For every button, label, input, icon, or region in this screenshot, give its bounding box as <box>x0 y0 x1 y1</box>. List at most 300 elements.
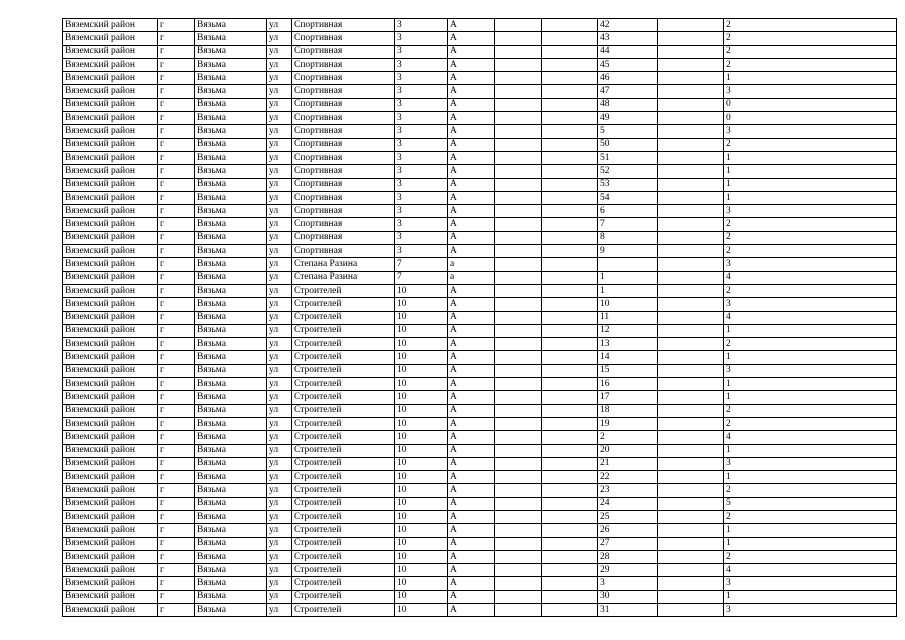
cell-structure <box>542 205 598 218</box>
cell-street: Спортивная <box>292 32 395 45</box>
cell-letter <box>495 151 542 164</box>
cell-count: 3 <box>724 577 897 590</box>
cell-city: Вязьма <box>195 577 267 590</box>
cell-street: Строителей <box>292 391 395 404</box>
cell-district: Вяземский район <box>63 218 158 231</box>
cell-street-type: ул <box>267 245 292 258</box>
cell-extra <box>658 457 724 470</box>
cell-extra <box>658 444 724 457</box>
cell-building: А <box>448 404 495 417</box>
table-row <box>63 125 897 138</box>
cell-extra <box>658 284 724 297</box>
cell-street-type: ул <box>267 19 292 32</box>
cell-district: Вяземский район <box>63 417 158 430</box>
cell-house: 3 <box>395 32 448 45</box>
cell-settlement-type: г <box>158 444 195 457</box>
cell-extra <box>658 138 724 151</box>
cell-house: 3 <box>395 231 448 244</box>
cell-structure <box>542 324 598 337</box>
cell-city: Вязьма <box>195 391 267 404</box>
cell-settlement-type: г <box>158 45 195 58</box>
cell-extra <box>658 590 724 603</box>
cell-building: А <box>448 298 495 311</box>
cell-letter <box>495 537 542 550</box>
cell-city: Вязьма <box>195 510 267 523</box>
cell-letter <box>495 19 542 32</box>
cell-apartment: 6 <box>598 205 658 218</box>
cell-street: Строителей <box>292 338 395 351</box>
table-row <box>63 245 897 258</box>
cell-structure <box>542 151 598 164</box>
cell-structure <box>542 590 598 603</box>
cell-district: Вяземский район <box>63 191 158 204</box>
cell-letter <box>495 58 542 71</box>
cell-house: 3 <box>395 178 448 191</box>
cell-settlement-type: г <box>158 351 195 364</box>
cell-city: Вязьма <box>195 484 267 497</box>
cell-settlement-type: г <box>158 457 195 470</box>
cell-extra <box>658 151 724 164</box>
table-row <box>63 524 897 537</box>
cell-house: 10 <box>395 364 448 377</box>
cell-city: Вязьма <box>195 417 267 430</box>
cell-city: Вязьма <box>195 72 267 85</box>
cell-street-type: ул <box>267 284 292 297</box>
cell-district: Вяземский район <box>63 284 158 297</box>
table-body <box>63 19 897 617</box>
cell-street: Степана Разина <box>292 258 395 271</box>
cell-letter <box>495 218 542 231</box>
cell-building: А <box>448 85 495 98</box>
cell-street: Строителей <box>292 550 395 563</box>
cell-apartment: 27 <box>598 537 658 550</box>
cell-settlement-type: г <box>158 271 195 284</box>
cell-building: А <box>448 191 495 204</box>
cell-extra <box>658 205 724 218</box>
cell-house: 10 <box>395 604 448 617</box>
cell-count: 1 <box>724 590 897 603</box>
table-row <box>63 45 897 58</box>
cell-building: А <box>448 550 495 563</box>
cell-settlement-type: г <box>158 604 195 617</box>
cell-settlement-type: г <box>158 284 195 297</box>
cell-settlement-type: г <box>158 231 195 244</box>
cell-letter <box>495 245 542 258</box>
cell-apartment: 2 <box>598 431 658 444</box>
cell-count: 2 <box>724 484 897 497</box>
cell-street-type: ул <box>267 258 292 271</box>
cell-street: Спортивная <box>292 85 395 98</box>
cell-letter <box>495 271 542 284</box>
cell-count: 1 <box>724 378 897 391</box>
cell-house: 10 <box>395 351 448 364</box>
cell-apartment: 50 <box>598 138 658 151</box>
cell-letter <box>495 72 542 85</box>
cell-house: 10 <box>395 324 448 337</box>
cell-city: Вязьма <box>195 471 267 484</box>
cell-apartment: 44 <box>598 45 658 58</box>
cell-city: Вязьма <box>195 245 267 258</box>
table-row <box>63 604 897 617</box>
cell-count: 4 <box>724 564 897 577</box>
cell-letter <box>495 311 542 324</box>
cell-settlement-type: г <box>158 550 195 563</box>
cell-count: 2 <box>724 45 897 58</box>
table-row <box>63 444 897 457</box>
cell-district: Вяземский район <box>63 72 158 85</box>
cell-structure <box>542 550 598 563</box>
cell-house: 3 <box>395 191 448 204</box>
cell-district: Вяземский район <box>63 378 158 391</box>
cell-structure <box>542 351 598 364</box>
table-row <box>63 271 897 284</box>
cell-district: Вяземский район <box>63 364 158 377</box>
cell-city: Вязьма <box>195 112 267 125</box>
cell-count: 3 <box>724 604 897 617</box>
cell-apartment: 45 <box>598 58 658 71</box>
cell-district: Вяземский район <box>63 484 158 497</box>
table-row <box>63 590 897 603</box>
cell-letter <box>495 497 542 510</box>
cell-district: Вяземский район <box>63 324 158 337</box>
cell-count: 3 <box>724 457 897 470</box>
cell-city: Вязьма <box>195 165 267 178</box>
cell-extra <box>658 577 724 590</box>
cell-letter <box>495 125 542 138</box>
cell-city: Вязьма <box>195 191 267 204</box>
cell-structure <box>542 138 598 151</box>
cell-letter <box>495 364 542 377</box>
cell-letter <box>495 284 542 297</box>
cell-letter <box>495 577 542 590</box>
cell-settlement-type: г <box>158 577 195 590</box>
cell-house: 3 <box>395 138 448 151</box>
cell-settlement-type: г <box>158 391 195 404</box>
cell-street: Строителей <box>292 351 395 364</box>
cell-apartment: 10 <box>598 298 658 311</box>
cell-count: 2 <box>724 218 897 231</box>
cell-extra <box>658 19 724 32</box>
cell-house: 10 <box>395 484 448 497</box>
table-row <box>63 351 897 364</box>
cell-building: А <box>448 205 495 218</box>
cell-street: Строителей <box>292 484 395 497</box>
cell-house: 3 <box>395 19 448 32</box>
cell-street: Спортивная <box>292 72 395 85</box>
cell-street: Строителей <box>292 311 395 324</box>
cell-street-type: ул <box>267 72 292 85</box>
cell-street-type: ул <box>267 112 292 125</box>
cell-letter <box>495 524 542 537</box>
cell-apartment: 1 <box>598 271 658 284</box>
cell-apartment: 7 <box>598 218 658 231</box>
cell-structure <box>542 284 598 297</box>
cell-extra <box>658 537 724 550</box>
table-row <box>63 324 897 337</box>
cell-extra <box>658 45 724 58</box>
cell-extra <box>658 550 724 563</box>
cell-district: Вяземский район <box>63 178 158 191</box>
cell-structure <box>542 298 598 311</box>
document-page <box>62 18 897 617</box>
cell-extra <box>658 364 724 377</box>
cell-street: Строителей <box>292 471 395 484</box>
cell-street: Строителей <box>292 298 395 311</box>
cell-apartment: 19 <box>598 417 658 430</box>
cell-district: Вяземский район <box>63 125 158 138</box>
cell-street-type: ул <box>267 58 292 71</box>
cell-district: Вяземский район <box>63 524 158 537</box>
cell-extra <box>658 85 724 98</box>
cell-letter <box>495 564 542 577</box>
cell-district: Вяземский район <box>63 338 158 351</box>
cell-extra <box>658 524 724 537</box>
cell-city: Вязьма <box>195 378 267 391</box>
table-row <box>63 378 897 391</box>
cell-city: Вязьма <box>195 311 267 324</box>
cell-district: Вяземский район <box>63 151 158 164</box>
cell-count: 5 <box>724 497 897 510</box>
cell-settlement-type: г <box>158 205 195 218</box>
table-row <box>63 298 897 311</box>
cell-apartment: 42 <box>598 19 658 32</box>
cell-structure <box>542 431 598 444</box>
cell-house: 10 <box>395 338 448 351</box>
cell-settlement-type: г <box>158 510 195 523</box>
cell-extra <box>658 258 724 271</box>
cell-apartment: 25 <box>598 510 658 523</box>
cell-building: А <box>448 112 495 125</box>
cell-street: Степана Разина <box>292 271 395 284</box>
cell-street-type: ул <box>267 165 292 178</box>
cell-extra <box>658 431 724 444</box>
cell-extra <box>658 112 724 125</box>
cell-city: Вязьма <box>195 351 267 364</box>
cell-extra <box>658 391 724 404</box>
cell-count: 1 <box>724 444 897 457</box>
table-row <box>63 178 897 191</box>
cell-city: Вязьма <box>195 258 267 271</box>
cell-city: Вязьма <box>195 590 267 603</box>
cell-letter <box>495 604 542 617</box>
cell-building: А <box>448 537 495 550</box>
cell-building: А <box>448 457 495 470</box>
cell-extra <box>658 338 724 351</box>
cell-apartment: 28 <box>598 550 658 563</box>
cell-count: 0 <box>724 112 897 125</box>
cell-street-type: ул <box>267 590 292 603</box>
table-row <box>63 231 897 244</box>
cell-building: А <box>448 564 495 577</box>
table-row <box>63 550 897 563</box>
cell-house: 10 <box>395 417 448 430</box>
cell-building: А <box>448 138 495 151</box>
cell-street: Строителей <box>292 378 395 391</box>
cell-settlement-type: г <box>158 138 195 151</box>
cell-structure <box>542 32 598 45</box>
cell-city: Вязьма <box>195 231 267 244</box>
cell-settlement-type: г <box>158 378 195 391</box>
cell-settlement-type: г <box>158 258 195 271</box>
cell-street: Спортивная <box>292 218 395 231</box>
cell-apartment: 43 <box>598 32 658 45</box>
cell-building: А <box>448 284 495 297</box>
cell-building: А <box>448 311 495 324</box>
cell-structure <box>542 45 598 58</box>
cell-street-type: ул <box>267 431 292 444</box>
cell-building: А <box>448 58 495 71</box>
cell-apartment: 30 <box>598 590 658 603</box>
cell-district: Вяземский район <box>63 604 158 617</box>
cell-letter <box>495 417 542 430</box>
cell-settlement-type: г <box>158 431 195 444</box>
cell-extra <box>658 324 724 337</box>
cell-count: 2 <box>724 138 897 151</box>
cell-district: Вяземский район <box>63 457 158 470</box>
table-row <box>63 564 897 577</box>
cell-letter <box>495 471 542 484</box>
cell-letter <box>495 404 542 417</box>
cell-building: А <box>448 218 495 231</box>
cell-street: Строителей <box>292 510 395 523</box>
cell-settlement-type: г <box>158 311 195 324</box>
cell-structure <box>542 178 598 191</box>
cell-count: 1 <box>724 524 897 537</box>
cell-apartment: 48 <box>598 98 658 111</box>
cell-extra <box>658 191 724 204</box>
cell-extra <box>658 98 724 111</box>
cell-apartment: 1 <box>598 284 658 297</box>
cell-apartment: 26 <box>598 524 658 537</box>
cell-street: Строителей <box>292 364 395 377</box>
cell-settlement-type: г <box>158 191 195 204</box>
table-row <box>63 311 897 324</box>
cell-house: 3 <box>395 45 448 58</box>
cell-street: Спортивная <box>292 58 395 71</box>
table-row <box>63 85 897 98</box>
cell-street-type: ул <box>267 271 292 284</box>
cell-settlement-type: г <box>158 218 195 231</box>
cell-district: Вяземский район <box>63 32 158 45</box>
cell-count: 1 <box>724 537 897 550</box>
cell-count: 2 <box>724 58 897 71</box>
cell-house: 3 <box>395 58 448 71</box>
cell-structure <box>542 85 598 98</box>
cell-apartment: 24 <box>598 497 658 510</box>
cell-structure <box>542 391 598 404</box>
cell-house: 10 <box>395 298 448 311</box>
cell-letter <box>495 550 542 563</box>
cell-street-type: ул <box>267 298 292 311</box>
cell-house: 10 <box>395 550 448 563</box>
cell-count: 2 <box>724 417 897 430</box>
table-row <box>63 258 897 271</box>
cell-extra <box>658 165 724 178</box>
cell-house: 3 <box>395 98 448 111</box>
cell-street: Спортивная <box>292 98 395 111</box>
cell-apartment <box>598 258 658 271</box>
cell-building: А <box>448 497 495 510</box>
table-row <box>63 537 897 550</box>
cell-city: Вязьма <box>195 85 267 98</box>
cell-structure <box>542 19 598 32</box>
cell-street: Строителей <box>292 457 395 470</box>
cell-letter <box>495 351 542 364</box>
cell-extra <box>658 271 724 284</box>
cell-extra <box>658 231 724 244</box>
cell-apartment: 9 <box>598 245 658 258</box>
cell-settlement-type: г <box>158 298 195 311</box>
cell-letter <box>495 112 542 125</box>
cell-city: Вязьма <box>195 19 267 32</box>
cell-city: Вязьма <box>195 564 267 577</box>
cell-street-type: ул <box>267 125 292 138</box>
cell-house: 10 <box>395 391 448 404</box>
cell-count: 1 <box>724 191 897 204</box>
cell-city: Вязьма <box>195 151 267 164</box>
cell-apartment: 18 <box>598 404 658 417</box>
cell-letter <box>495 45 542 58</box>
cell-apartment: 5 <box>598 125 658 138</box>
cell-apartment: 52 <box>598 165 658 178</box>
cell-structure <box>542 378 598 391</box>
cell-street-type: ул <box>267 604 292 617</box>
cell-building: А <box>448 577 495 590</box>
cell-count: 2 <box>724 404 897 417</box>
cell-building: А <box>448 351 495 364</box>
cell-apartment: 21 <box>598 457 658 470</box>
cell-street-type: ул <box>267 471 292 484</box>
cell-district: Вяземский район <box>63 550 158 563</box>
cell-structure <box>542 58 598 71</box>
cell-building: А <box>448 590 495 603</box>
table-row <box>63 484 897 497</box>
cell-apartment: 16 <box>598 378 658 391</box>
cell-district: Вяземский район <box>63 98 158 111</box>
cell-street: Строителей <box>292 564 395 577</box>
cell-structure <box>542 258 598 271</box>
cell-district: Вяземский район <box>63 85 158 98</box>
cell-extra <box>658 32 724 45</box>
cell-extra <box>658 484 724 497</box>
cell-city: Вязьма <box>195 524 267 537</box>
cell-house: 7 <box>395 258 448 271</box>
cell-house: 10 <box>395 444 448 457</box>
cell-building: А <box>448 231 495 244</box>
cell-street-type: ул <box>267 497 292 510</box>
cell-structure <box>542 165 598 178</box>
cell-street-type: ул <box>267 577 292 590</box>
cell-house: 10 <box>395 510 448 523</box>
cell-building: А <box>448 32 495 45</box>
cell-settlement-type: г <box>158 112 195 125</box>
cell-district: Вяземский район <box>63 258 158 271</box>
cell-district: Вяземский район <box>63 45 158 58</box>
table-row <box>63 72 897 85</box>
table-row <box>63 338 897 351</box>
cell-street: Строителей <box>292 537 395 550</box>
table-row <box>63 138 897 151</box>
cell-structure <box>542 112 598 125</box>
cell-building: А <box>448 151 495 164</box>
cell-building: А <box>448 98 495 111</box>
cell-settlement-type: г <box>158 151 195 164</box>
cell-structure <box>542 404 598 417</box>
cell-street: Строителей <box>292 417 395 430</box>
table-row <box>63 404 897 417</box>
cell-extra <box>658 218 724 231</box>
cell-building: А <box>448 178 495 191</box>
